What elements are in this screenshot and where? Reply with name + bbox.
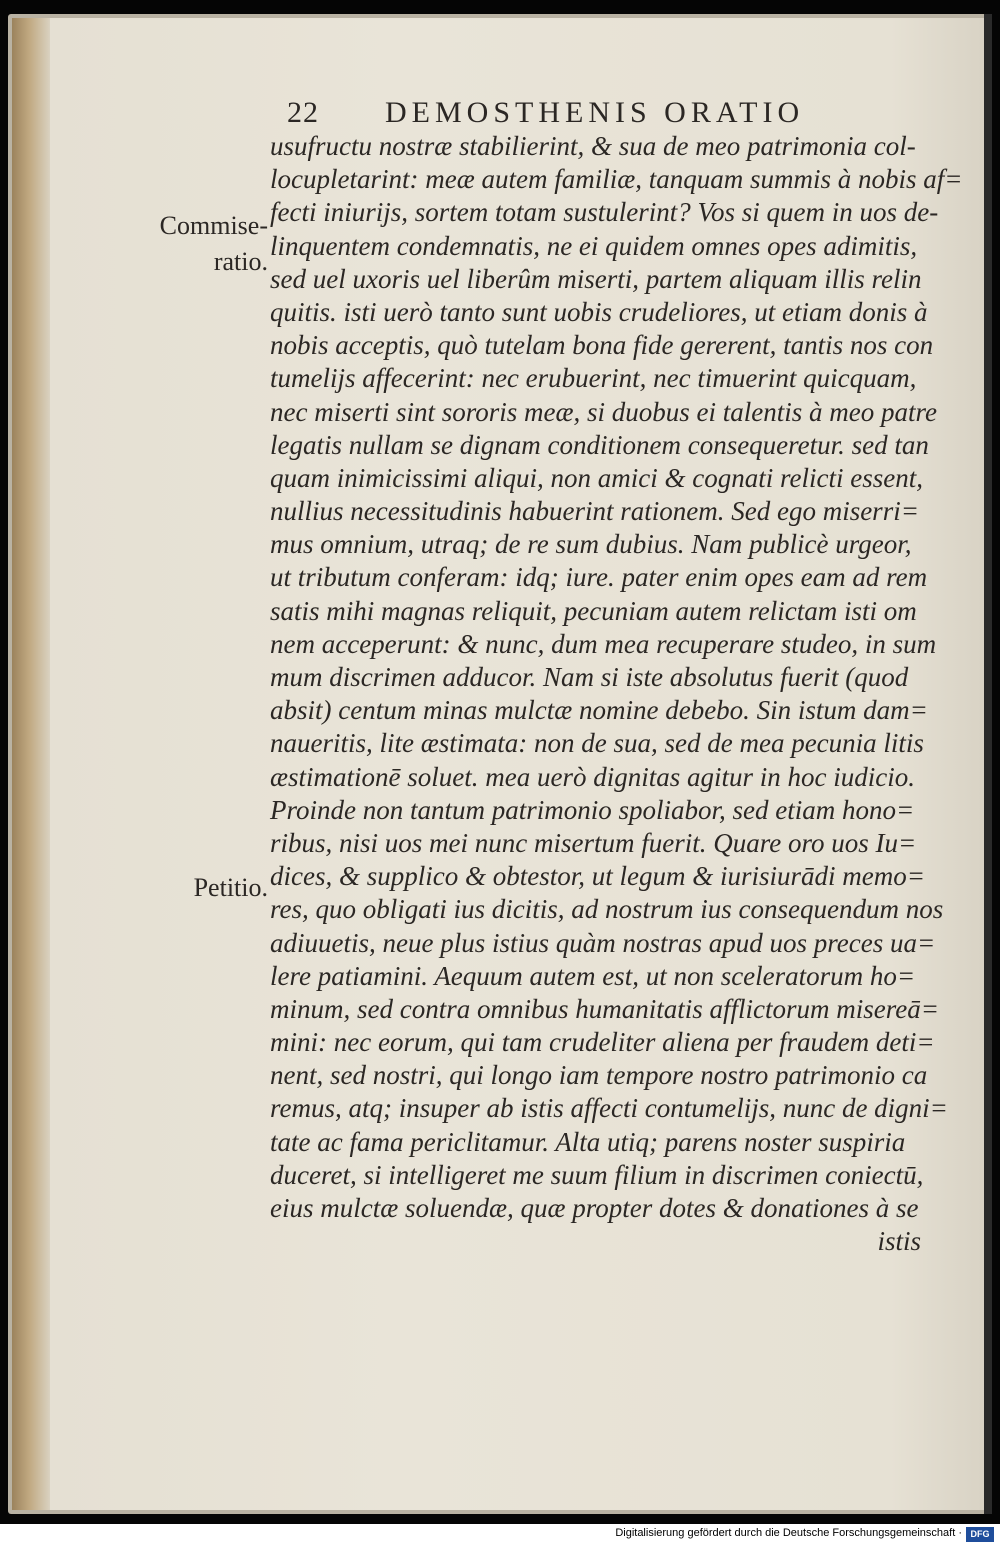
text-line: Proinde non tantum patrimonio spoliabor, sed etiam hono= (270, 794, 915, 825)
text-line: mini: nec eorum, qui tam crudeliter aliena per fraudem deti= (270, 1027, 935, 1058)
text-line: quitis. isti uerò tanto sunt uobis crudeliores, ut etiam donis à (270, 296, 928, 327)
digitization-footer (0, 1524, 1000, 1546)
page-number: 22 (287, 96, 319, 129)
text-line: linquentem condemnatis, ne ei quidem omnes opes adimitis, (270, 230, 918, 261)
page-right-edge (984, 14, 992, 1514)
text-line: nec miserti sint sororis meæ, si duobus ei talentis à meo patre (270, 396, 937, 427)
text-line: legatis nullam se dignam conditionem consequeretur. sed tan (270, 429, 929, 460)
text-line: locupletarint: meæ autem familiæ, tanquam summis à nobis af= (270, 164, 963, 195)
text-line: nem acceperunt: & nunc, dum mea recuperare studeo, in sum (270, 628, 937, 659)
text-line: res, quo obligati ius dicitis, ad nostrum ius consequendum nos (270, 894, 944, 925)
text-line: duceret, si intelligeret me suum filium in discrimen coniectū, (270, 1159, 924, 1190)
text-line: ribus, nisi uos mei nunc misertum fuerit. Quare oro uos Iu= (270, 827, 917, 858)
text-line: nobis acceptis, quò tutelam bona fide gererent, tantis nos con (270, 330, 934, 361)
text-line: nullius necessitudinis habuerint rationem. Sed ego miserri= (270, 496, 919, 527)
text-line: minum, sed contra omnibus humanitatis afflictorum misereā= (270, 993, 939, 1024)
text-line: mum discrimen adducor. Nam si iste absolutus fuerit (quod (270, 662, 909, 692)
margin-note-commiseratio: Commise-ratio. (159, 211, 268, 276)
running-title: DEMOSTHENIS ORATIO (385, 96, 805, 129)
body-text (270, 130, 963, 1258)
dfg-logo: DFG (966, 1527, 994, 1542)
text-line: adiuuetis, neue plus istius quàm nostras apud uos preces ua= (270, 927, 936, 958)
text-line: quam inimicissimi aliqui, non amici & cognati relicti essent, (270, 462, 923, 493)
text-line: fecti iniurijs, sortem totam sustulerint? Vos si quem in uos de- (270, 197, 939, 228)
text-line: tumelijs affecerint: nec erubuerint, nec timuerint quicquam, (270, 363, 917, 394)
text-line: ut tributum conferam: idq; iure. pater enim opes eam ad rem (270, 562, 928, 593)
page-gutter (12, 18, 50, 1510)
text-line: absit) centum minas mulctæ nomine debebo. Sin istum dam= (270, 695, 928, 726)
text-line: lere patiamini. Aequum autem est, ut non sceleratorum ho= (270, 960, 916, 991)
text-line: eius mulctæ soluendæ, quæ propter dotes & donationes à se (270, 1193, 919, 1223)
text-line: remus, atq; insuper ab istis affecti contumelijs, nunc de digni= (270, 1093, 948, 1124)
text-line: tate ac fama periclitamur. Alta utiq; parens noster suspiria (270, 1126, 906, 1157)
margin-note-petitio: Petitio. (193, 873, 268, 902)
funding-credit: Digitalisierung gefördert durch die Deutsche Forschungsgemeinschaft · (615, 1527, 962, 1539)
text-line: mus omnium, utraq; de re sum dubius. Nam publicè urgeor, (270, 529, 912, 560)
text-line: dices, & supplico & obtestor, ut legum & iurisiurādi memo= (270, 861, 925, 892)
text-line: naueritis, lite æstimata: non de sua, sed de mea pecunia litis (270, 728, 924, 759)
text-line: æstimationē soluet. mea uerò dignitas agitur in hoc iudicio. (270, 761, 915, 792)
text-line: satis mihi magnas reliquit, pecuniam autem relictam isti om (270, 595, 917, 626)
text-line: usufructu nostræ stabilierint, & sua de meo patrimonia col- (270, 131, 916, 161)
catchword: istis (877, 1226, 921, 1257)
text-line: sed uel uxoris uel liberûm miserti, partem aliquam illis relin (270, 263, 922, 294)
text-line: nent, sed nostri, qui longo iam tempore nostro patrimonio ca (270, 1060, 928, 1091)
